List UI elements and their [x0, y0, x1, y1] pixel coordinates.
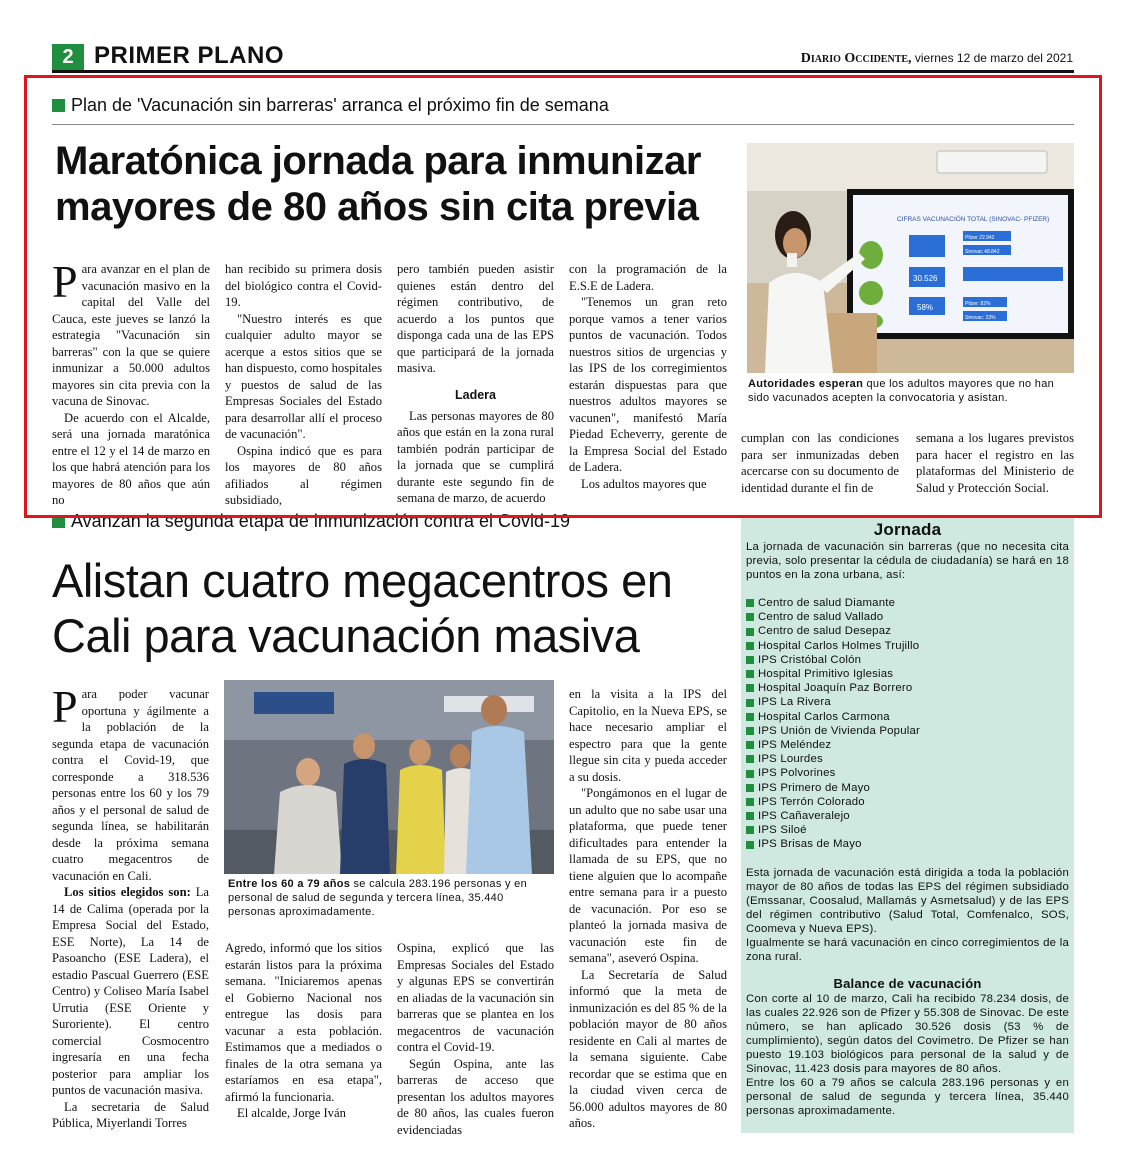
- list-item: IPS Meléndez: [746, 738, 1069, 752]
- bullet-icon: [746, 642, 754, 650]
- list-item: Hospital Carlos Carmona: [746, 710, 1069, 724]
- list-item: IPS Lourdes: [746, 752, 1069, 766]
- paragraph: Los adultos mayores que: [581, 476, 707, 491]
- highlight-frame: [24, 75, 1102, 518]
- slide-value-3: Pfizer 22.942: [965, 235, 995, 241]
- article2-photo: [224, 680, 554, 874]
- paragraph: Ospina indicó que es para los mayores de 80 años afiliados al régimen subsidiado,: [225, 443, 382, 507]
- bullet-icon: [746, 741, 754, 749]
- bullet-icon: [746, 841, 754, 849]
- bullet-icon: [746, 798, 754, 806]
- paragraph: "Pongámonos en el lugar de un adulto que no sabe usar una plataforma, que puede tener dificultades para entender la llamada de su EPS, que no tiene alguien que lo acompañe entre semana para ir a puesto de vacunación. Por eso se planteó la jornada masiva de vacunación este fin de semana", aseveró Ospina.: [569, 786, 727, 965]
- newspaper-brand: Diario Occidente,: [800, 51, 912, 66]
- sidebar-jornada: [741, 516, 1074, 1133]
- paragraph: Agredo, informó que los sitios estarán listos para la próxima semana. "Iniciaremos apenas el Gobierno Nacional nos entregue las dosis para vacunar a esta población. Estimamos que a mediados o finales de la otra semana ya estaríamos en esa etapa", afirmó la funcionaria.: [225, 941, 382, 1104]
- article2-column-1: [52, 681, 210, 1132]
- list-item: Hospital Primitivo Iglesias: [746, 667, 1069, 681]
- paragraph: pero también pueden asistir quienes están dentro del régimen contributivo, de acuerdo a los puntos que disponga cada una de las EPS que participará de la jornada masiva.: [397, 262, 554, 375]
- slide-value-4: Sinovac 48.842: [965, 249, 1000, 255]
- paragraph: Las personas mayores de 80 años que están en la zona rural también podrán participar de la jornada que se cumplirá durante este segundo fin de semana de marzo, de acuerdo: [397, 408, 554, 505]
- slide-value-5: Pfizer: 82%: [965, 301, 991, 307]
- article1-headline: Maratónica jornada para inmunizar mayores de 80 años sin cita previa: [55, 139, 701, 229]
- slide-value-2: 58%: [917, 303, 934, 312]
- article2-column-4: [569, 686, 727, 1132]
- paragraph: Según Ospina, ante las barreras de acceso que presentan los adultos mayores de 80 años, las cuales fueron evidenciadas: [397, 1056, 554, 1137]
- list-item: IPS Cañaveralejo: [746, 809, 1069, 823]
- officials-photo: [224, 680, 554, 874]
- bullet-icon: [746, 784, 754, 792]
- paragraph: Ospina, explicó que las Empresas Sociales del Estado y algunas EPS se convertirán en aliadas de la vacunación sin barreras que se plantea en los megacentros de vacunación contra el Covid-19.: [397, 941, 554, 1054]
- article2-headline: Alistan cuatro megacentros en Cali para vacunación masiva: [52, 554, 673, 662]
- list-item: Centro de salud Diamante: [746, 596, 1069, 610]
- list-item: Hospital Joaquín Paz Borrero: [746, 681, 1069, 695]
- paragraph: De acuerdo con el Alcalde, será una jornada maratónica entre el 12 y el 14 de marzo en los que habrá atención para los mayores de 80 años que aún no: [52, 410, 210, 507]
- caption-lead: Entre los 60 a 79 años: [228, 878, 351, 890]
- article2-kicker-text: Avanzan la segunda etapa de inmunización contra el Covid-19: [71, 511, 570, 531]
- article1-kicker-text: Plan de 'Vacunación sin barreras' arranca el próximo fin de semana: [71, 95, 609, 115]
- masthead: [801, 50, 1073, 67]
- list-item: IPS Brisas de Mayo: [746, 837, 1069, 851]
- slide-title: CIFRAS VACUNACIÓN TOTAL (SINOVAC- PFIZER): [897, 216, 1050, 223]
- caption-text: que los adultos mayores que no han sido vacunados acepten la convocatoria y asistan.: [748, 378, 1055, 404]
- list-item: IPS Siloé: [746, 823, 1069, 837]
- vaccination-places-list: [746, 596, 1069, 852]
- paragraph: El alcalde, Jorge Iván: [237, 1106, 346, 1120]
- bullet-icon: [746, 727, 754, 735]
- sidebar-title: Jornada: [873, 520, 942, 539]
- paragraph: semana a los lugares previstos para hacer el registro en las plataformas del Ministerio de Salud y Protección Social.: [916, 431, 1074, 495]
- paragraph: con la programación de la E.S.E de Ladera.: [569, 262, 727, 293]
- article2-photo-caption: [228, 877, 554, 919]
- bullet-icon: [746, 826, 754, 834]
- bullet-icon: [746, 656, 754, 664]
- sidebar-intro: La jornada de vacunación sin barreras (que no necesita cita previa, solo presentar la cédula de ciudadanía) se hará en 18 puntos en la zona urbana, así:: [746, 541, 1069, 581]
- article2-column-3: [397, 940, 554, 1138]
- paragraph: ara avanzar en el plan de vacunación masivo en la capital del Valle del Cauca, este jueves se lanzó la estrategia "Vacunación sin barreras" con la que se quiere inmunizar a 50.000 adultos mayores sin cita previa con la vacuna de Sinovac.: [52, 262, 210, 408]
- paragraph: La 14 de Calima (operada por la Empresa Social del Estado, ESE Norte), La 14 de Pasoancho (ESE Ladera), el estadio Pascual Guerrero (ESE Centro) y Coliseo María Isabel Urrutia (ESE Oriente y Suroriente). El centro comercial Cosmocentro ingresaría en una fecha posterior para ampliar los puntos de vacunación masiva.: [52, 885, 210, 1097]
- list-item: Centro de salud Desepaz: [746, 624, 1069, 638]
- paragraph: cumplan con las condiciones para ser inmunizadas deben acercarse con su documento de identidad durante el fin de: [741, 431, 899, 495]
- header-rule: [52, 70, 1074, 73]
- list-item: IPS Terrón Colorado: [746, 795, 1069, 809]
- list-item: Hospital Carlos Holmes Trujillo: [746, 639, 1069, 653]
- sidebar-paragraph: Igualmente se hará vacunación en cinco corregimientos de la zona rural.: [746, 936, 1069, 963]
- section-title: PRIMER PLANO: [94, 42, 285, 69]
- list-item: IPS Unión de Vivienda Popular: [746, 724, 1069, 738]
- paragraph: en la visita a la IPS del Capitolio, en la Nueva EPS, se hace necesario ampliar el espectro para que la gente llegue sin cita y pueda acceder a su dosis.: [569, 687, 727, 784]
- paragraph: "Nuestro interés es que cualquier adulto mayor se acerque a estos sitios que se han dispuesto, como hospitales y puestos de salud de las Empresas Sociales del Estado para desarrollar allí el proceso de vacunación".: [225, 311, 382, 441]
- bullet-icon: [746, 812, 754, 820]
- bullet-icon: [746, 770, 754, 778]
- paragraph: ara poder vacunar oportuna y ágilmente a la población de la segunda etapa de vacunación contra el Covid-19, que corresponde a 318.536 personas entre los 60 y los 79 años y el personal de salud de segunda línea, se habilitarán desde la próxima semana cuatro megacentros de vacunación en Cali.: [52, 687, 209, 883]
- bullet-icon: [746, 599, 754, 607]
- bullet-icon: [746, 699, 754, 707]
- slide-value-6: Sinovac: 23%: [965, 315, 996, 321]
- paragraph: "Tenemos un gran reto porque vamos a tener varios puntos de vacunación. Todos nuestros sitios de urgencias y las IPS de los corregimientos estarán dispuestas para que nuestros adultos mayores se vacunen", manifestó María Piedad Echeverry, gerente de la Empresa Social del Estado de Ladera.: [569, 295, 727, 474]
- bullet-icon: [746, 628, 754, 636]
- sidebar-paragraph: Con corte al 10 de marzo, Cali ha recibido 78.234 dosis, de las cuales 22.926 son de Pfizer y 55.308 de Sinovac. De este número, se han aplicado 30.526 dosis (53 % de cumplimiento), según datos del Covimetro. De Pfizer se han puesto 19.103 biológicos para personal de la salud y de Sinovac, 11.423 dosis para mayores de 80 años.: [746, 992, 1069, 1075]
- issue-date: viernes 12 de marzo del 2021: [914, 51, 1073, 65]
- bullet-icon: [746, 613, 754, 621]
- list-item: Centro de salud Vallado: [746, 610, 1069, 624]
- list-item: IPS Polvorines: [746, 766, 1069, 780]
- bullet-icon: [746, 713, 754, 721]
- sidebar-paragraph: Esta jornada de vacunación está dirigida a toda la población mayor de 80 años de todas las EPS del régimen subsidiado (Emssanar, Coosalud, Mallamás y Asmetsalud) y de las EPS del régimen contributivo (Salud Total, Comfenalco, SOS, Coomeva y Nueva EPS).: [746, 866, 1069, 935]
- slide-value-1: 30.526: [913, 274, 938, 283]
- dropcap: P: [52, 681, 78, 732]
- dropcap: P: [52, 256, 78, 307]
- balance-title: Balance de vacunación: [833, 975, 982, 991]
- list-item: IPS La Rivera: [746, 695, 1069, 709]
- subheading: Ladera: [455, 387, 496, 402]
- bullet-icon: [746, 684, 754, 692]
- article2-column-2: [225, 940, 382, 1122]
- paragraph: La Secretaría de Salud informó que la meta de inmunización es del 85 % de la población mayor de 80 años residente en Cali al martes de la semana siguiente. Cabe recordar que se estima que en la ciudad viven cerca de 56.000 adultos mayores de 80 años.: [569, 967, 727, 1130]
- paragraph: han recibido su primera dosis del biológico contra el Covid-19.: [225, 262, 382, 309]
- page-number: 2: [52, 44, 84, 70]
- caption-lead: Autoridades esperan: [748, 378, 864, 390]
- list-item: IPS Primero de Mayo: [746, 781, 1069, 795]
- bullet-icon: [746, 755, 754, 763]
- caption-text: se calcula 283.196 personas y en personal de salud de segunda y tercera línea, 35.440 personas aproximadamente.: [228, 878, 528, 918]
- paragraph: La secretaria de Salud Pública, Miyerlandi Torres: [52, 1099, 209, 1130]
- sidebar-paragraph: Entre los 60 a 79 años se calcula 283.196 personas y en personal de salud de segunda y tercera línea, 35.440 personas aproximadamente.: [746, 1076, 1069, 1117]
- lead-in: Los sitios elegidos son:: [64, 885, 191, 899]
- bullet-icon: [746, 670, 754, 678]
- list-item: IPS Cristóbal Colón: [746, 653, 1069, 667]
